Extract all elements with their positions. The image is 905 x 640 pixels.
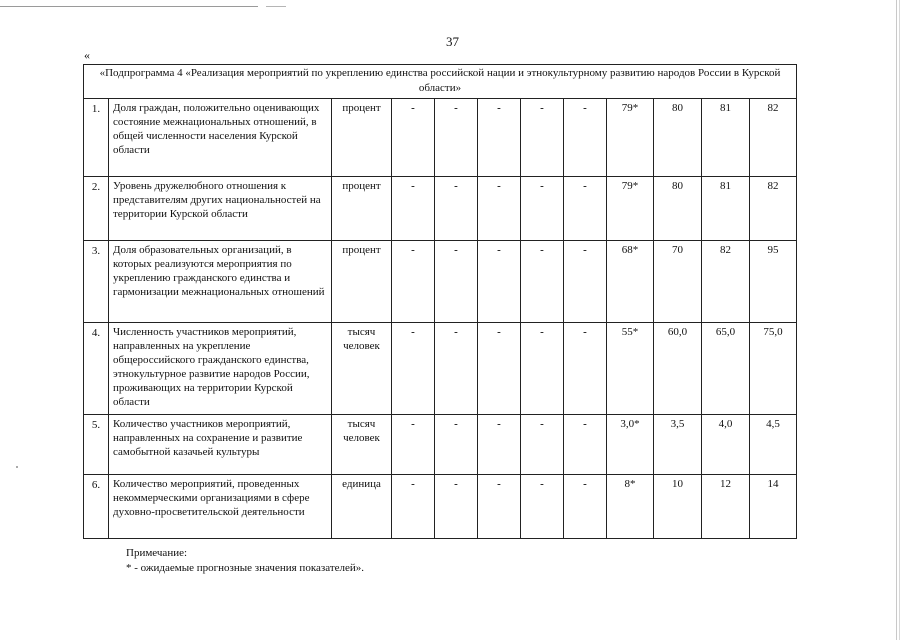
indicator-value: 55*	[607, 323, 654, 415]
indicator-value: 3,5	[654, 415, 702, 475]
empty-value-dash: -	[478, 415, 521, 475]
empty-value-dash: -	[435, 177, 478, 241]
indicator-value: 80	[654, 177, 702, 241]
table-row	[84, 241, 797, 323]
empty-value-dash: -	[478, 241, 521, 323]
empty-value-dash: -	[521, 475, 564, 539]
row-number: 1.	[84, 99, 109, 177]
indicator-value: 82	[750, 99, 797, 177]
indicator-name: Доля граждан, положительно оценивающих состояние межнациональных отношений, в общей численности населения Курской области	[109, 99, 332, 177]
unit-of-measure: процент	[332, 177, 392, 241]
scan-artifact-edge	[896, 0, 897, 640]
indicator-value: 3,0*	[607, 415, 654, 475]
unit-of-measure: процент	[332, 99, 392, 177]
page-number: 37	[446, 34, 459, 49]
table-row	[84, 415, 797, 475]
indicator-name: Количество участников мероприятий, направленных на сохранение и развитие самобытной казачьей культуры	[109, 415, 332, 475]
empty-value-dash: -	[564, 475, 607, 539]
indicator-value: 10	[654, 475, 702, 539]
row-number: 5.	[84, 415, 109, 475]
indicator-value: 81	[702, 99, 750, 177]
opening-quote-mark: «	[84, 48, 90, 62]
empty-value-dash: -	[478, 177, 521, 241]
indicator-name: Численность участников мероприятий, направленных на укрепление общероссийского гражданского единства, этнокультурное развитие народов России, проживающих на территории Курской области	[109, 323, 332, 415]
table-row	[84, 99, 797, 177]
indicator-name: Доля образовательных организаций, в которых реализуются мероприятия по укреплению гражданского единства и гармонизации межнациональных отношений	[109, 241, 332, 323]
empty-value-dash: -	[435, 99, 478, 177]
empty-value-dash: -	[564, 323, 607, 415]
row-number: 4.	[84, 323, 109, 415]
table-row	[84, 177, 797, 241]
indicator-value: 75,0	[750, 323, 797, 415]
indicator-value: 70	[654, 241, 702, 323]
empty-value-dash: -	[564, 415, 607, 475]
indicator-value: 79*	[607, 99, 654, 177]
subprogram-header-row	[84, 65, 797, 99]
indicator-value: 60,0	[654, 323, 702, 415]
unit-of-measure: тысяч человек	[332, 323, 392, 415]
indicator-value: 95	[750, 241, 797, 323]
empty-value-dash: -	[392, 323, 435, 415]
indicator-name: Количество мероприятий, проведенных некоммерческими организациями в сфере духовно-просветительской деятельности	[109, 475, 332, 539]
table-row	[84, 323, 797, 415]
empty-value-dash: -	[478, 99, 521, 177]
empty-value-dash: -	[392, 177, 435, 241]
unit-of-measure: процент	[332, 241, 392, 323]
footnote-title: Примечание:	[126, 547, 188, 559]
indicator-value: 80	[654, 99, 702, 177]
empty-value-dash: -	[435, 241, 478, 323]
empty-value-dash: -	[392, 415, 435, 475]
indicator-value: 4,0	[702, 415, 750, 475]
row-number: 3.	[84, 241, 109, 323]
table-row	[84, 475, 797, 539]
footnote-text: * - ожидаемые прогнозные значения показателей».	[126, 562, 365, 574]
empty-value-dash: -	[392, 241, 435, 323]
indicator-value: 65,0	[702, 323, 750, 415]
empty-value-dash: -	[564, 99, 607, 177]
indicator-value: 82	[750, 177, 797, 241]
indicator-value: 4,5	[750, 415, 797, 475]
empty-value-dash: -	[521, 241, 564, 323]
scan-artifact-line	[0, 6, 258, 7]
empty-value-dash: -	[564, 177, 607, 241]
empty-value-dash: -	[521, 99, 564, 177]
empty-value-dash: -	[435, 475, 478, 539]
empty-value-dash: -	[521, 415, 564, 475]
empty-value-dash: -	[435, 415, 478, 475]
scan-artifact-dot	[16, 466, 18, 468]
empty-value-dash: -	[435, 323, 478, 415]
empty-value-dash: -	[392, 99, 435, 177]
row-number: 6.	[84, 475, 109, 539]
row-number: 2.	[84, 177, 109, 241]
empty-value-dash: -	[478, 323, 521, 415]
scan-artifact-edge	[899, 0, 900, 640]
indicator-value: 12	[702, 475, 750, 539]
indicator-name: Уровень дружелюбного отношения к представителям других национальностей на территории Курской области	[109, 177, 332, 241]
subprogram-title: «Подпрограмма 4 «Реализация мероприятий по укреплению единства российской нации и этнокультурному развитию народов России в Курской области»	[84, 65, 797, 99]
unit-of-measure: единица	[332, 475, 392, 539]
empty-value-dash: -	[392, 475, 435, 539]
indicator-value: 82	[702, 241, 750, 323]
footnote	[126, 546, 364, 576]
unit-of-measure: тысяч человек	[332, 415, 392, 475]
indicators-table	[83, 64, 797, 539]
indicator-value: 14	[750, 475, 797, 539]
indicator-value: 8*	[607, 475, 654, 539]
scan-artifact-line	[266, 6, 286, 7]
indicator-value: 81	[702, 177, 750, 241]
indicator-value: 79*	[607, 177, 654, 241]
empty-value-dash: -	[521, 323, 564, 415]
empty-value-dash: -	[478, 475, 521, 539]
empty-value-dash: -	[521, 177, 564, 241]
indicator-value: 68*	[607, 241, 654, 323]
empty-value-dash: -	[564, 241, 607, 323]
